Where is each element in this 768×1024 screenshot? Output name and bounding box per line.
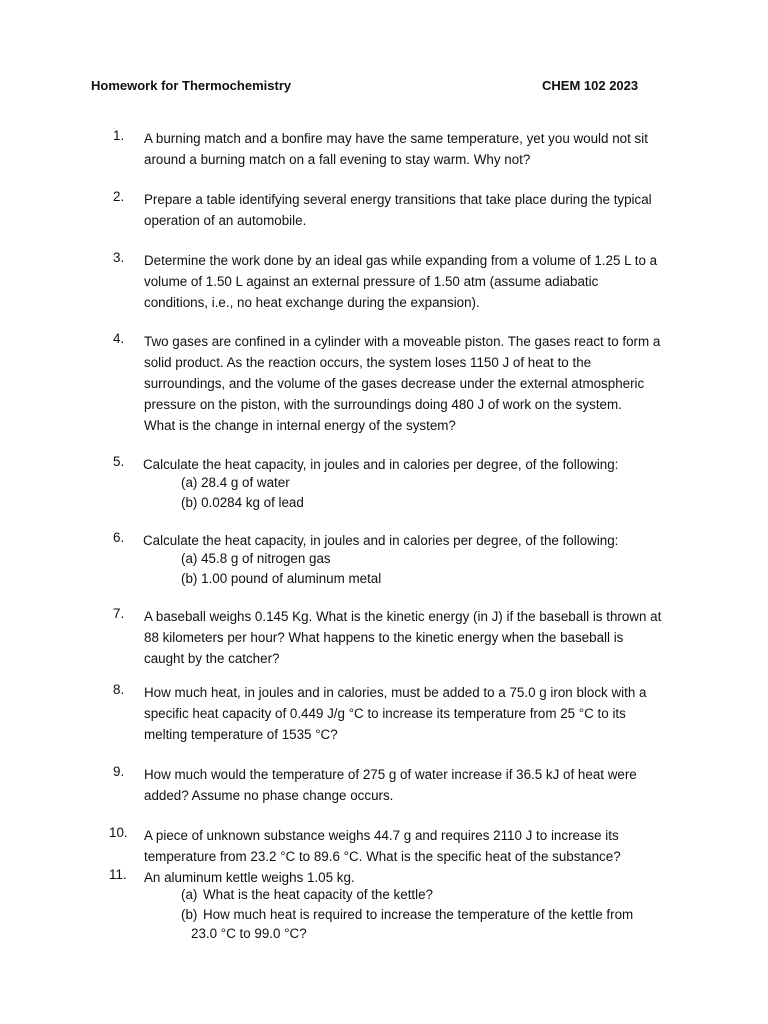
question-text bbox=[143, 530, 688, 551]
question-number: 7. bbox=[113, 606, 125, 621]
subpart-line: 23.0 °C to 99.0 °C? bbox=[191, 926, 307, 941]
question-text bbox=[144, 331, 689, 436]
question-line: added? Assume no phase change occurs. bbox=[144, 788, 394, 803]
question-line: What is the change in internal energy of the system? bbox=[144, 418, 456, 433]
subpart-line: (a) 28.4 g of water bbox=[181, 475, 290, 490]
question-line: operation of an automobile. bbox=[144, 213, 307, 228]
question-line: solid product. As the reaction occurs, the system loses 1150 J of heat to the bbox=[144, 355, 592, 370]
question-text bbox=[144, 764, 689, 806]
subpart-line: (b) 0.0284 kg of lead bbox=[181, 494, 304, 510]
question-number: 1. bbox=[113, 128, 125, 143]
question-line: A piece of unknown substance weighs 44.7 g and requires 2110 J to increase its bbox=[144, 828, 619, 843]
subpart-label: (b) bbox=[181, 906, 198, 922]
subpart-line: (a) 45.8 g of nitrogen gas bbox=[181, 551, 331, 566]
document-header bbox=[91, 78, 768, 96]
subpart-line: What is the heat capacity of the kettle? bbox=[203, 887, 434, 902]
subpart-line: (b) 1.00 pound of aluminum metal bbox=[181, 570, 382, 586]
question-number: 9. bbox=[113, 764, 125, 779]
question-number: 8. bbox=[113, 682, 125, 697]
question-line: An aluminum kettle weighs 1.05 kg. bbox=[144, 870, 355, 885]
question-line: Calculate the heat capacity, in joules and in calories per degree, of the following: bbox=[143, 533, 619, 548]
question-5-subparts bbox=[181, 473, 304, 512]
question-text bbox=[144, 682, 689, 745]
question-line: pressure on the piston, with the surroundings doing 480 J of work on the system. bbox=[144, 397, 622, 412]
question-text bbox=[144, 250, 689, 313]
question-number: 3. bbox=[113, 250, 125, 265]
question-number: 5. bbox=[113, 454, 125, 469]
subpart-b bbox=[181, 905, 633, 925]
question-11-subparts bbox=[181, 885, 633, 944]
question-number: 4. bbox=[113, 331, 125, 346]
question-number: 2. bbox=[113, 189, 125, 204]
question-text bbox=[144, 825, 689, 867]
question-line: melting temperature of 1535 °C? bbox=[144, 727, 338, 742]
subpart-label: (a) bbox=[181, 887, 198, 902]
question-text bbox=[144, 606, 689, 669]
question-line: specific heat capacity of 0.449 J/g °C to increase its temperature from 25 °C to its bbox=[144, 706, 626, 721]
question-line: surroundings, and the volume of the gases decrease under the external atmospheric bbox=[144, 376, 645, 391]
question-text bbox=[144, 189, 689, 231]
course-label: CHEM 102 2023 bbox=[542, 78, 639, 93]
question-line: Two gases are confined in a cylinder with a moveable piston. The gases react to form a bbox=[144, 334, 661, 349]
question-line: A burning match and a bonfire may have the same temperature, yet you would not sit bbox=[144, 131, 648, 146]
subpart-a bbox=[181, 885, 633, 905]
question-line: Prepare a table identifying several energy transitions that take place during the typical bbox=[144, 192, 652, 207]
question-number: 6. bbox=[113, 530, 125, 545]
question-line: How much heat, in joules and in calories, must be added to a 75.0 g iron block with a bbox=[144, 685, 647, 700]
question-line: conditions, i.e., no heat exchange during the expansion). bbox=[144, 295, 480, 310]
question-line: caught by the catcher? bbox=[144, 651, 280, 666]
question-text bbox=[144, 128, 689, 170]
question-line: How much would the temperature of 275 g of water increase if 36.5 kJ of heat were bbox=[144, 767, 637, 782]
question-line: Determine the work done by an ideal gas while expanding from a volume of 1.25 L to a bbox=[144, 253, 658, 268]
question-number: 10. bbox=[109, 825, 128, 840]
question-6-subparts bbox=[181, 549, 381, 588]
question-number: 11. bbox=[109, 867, 127, 882]
question-line: around a burning match on a fall evening to stay warm. Why not? bbox=[144, 152, 531, 167]
question-line: A baseball weighs 0.145 Kg. What is the kinetic energy (in J) if the baseball is thrown at bbox=[144, 609, 662, 624]
question-line: 88 kilometers per hour? What happens to the kinetic energy when the baseball is bbox=[144, 630, 624, 645]
document-title: Homework for Thermochemistry bbox=[91, 78, 292, 93]
question-text bbox=[143, 454, 688, 475]
question-line: temperature from 23.2 °C to 89.6 °C. What is the specific heat of the substance? bbox=[144, 849, 621, 864]
question-line: Calculate the heat capacity, in joules and in calories per degree, of the following: bbox=[143, 457, 619, 472]
subpart-line: How much heat is required to increase the temperature of the kettle from bbox=[203, 906, 634, 922]
question-line: volume of 1.50 L against an external pressure of 1.50 atm (assume adiabatic bbox=[144, 274, 599, 289]
